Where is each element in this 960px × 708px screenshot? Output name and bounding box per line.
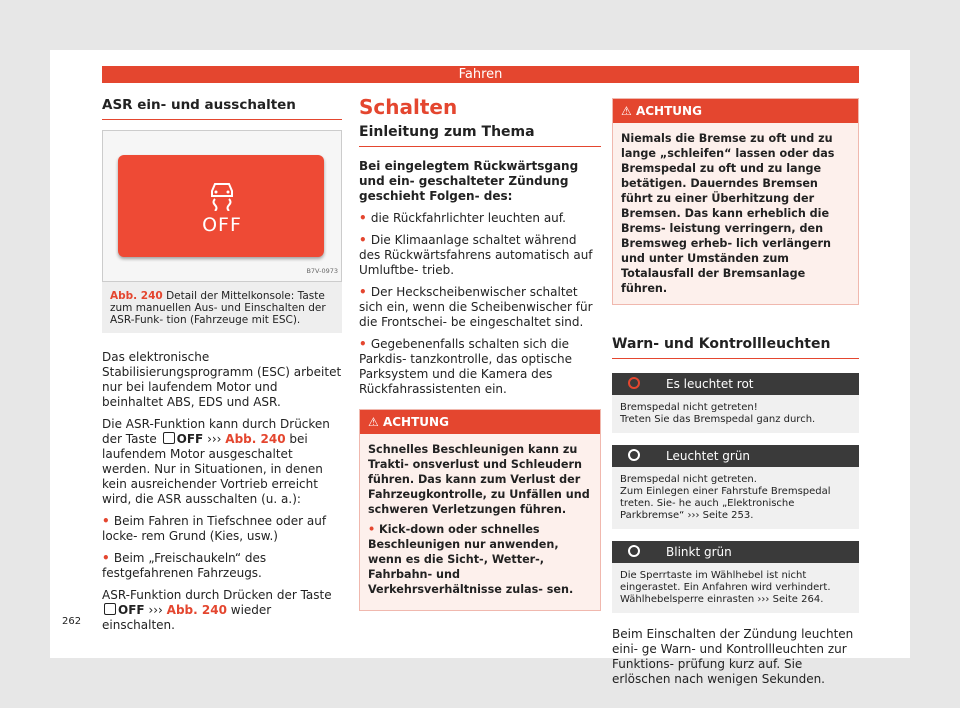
lamp-line: Bremspedal nicht getreten! (620, 402, 758, 413)
asr-key-icon (104, 603, 116, 615)
lamp-label: Es leuchtet rot (666, 377, 754, 391)
page-number: 262 (62, 616, 82, 627)
asr-on-paragraph (102, 588, 342, 633)
column-schalten (359, 95, 601, 611)
intro-text: Bei eingelegtem Rückwärtsgang und ein- geschalteter Zündung geschieht Folgen- des: (359, 159, 579, 203)
figure-ref: Abb. 240 (110, 290, 163, 302)
list-item: • Beim Fahren in Tiefschnee oder auf locke- rem Grund (Kies, usw.) (102, 514, 342, 544)
warning-bullet: • Kick-down oder schnelles Beschleunigen nur anwenden, wenn es die Sicht-, Wetter-, Fahrbahn- und Verkehrsverhältnisse zulas- sen. (368, 522, 592, 597)
chapter-title: Schalten (359, 95, 458, 119)
lamp-red (612, 373, 859, 433)
lamp-label: Blinkt grün (666, 545, 732, 559)
warning-box-brakes (612, 98, 859, 305)
figure-code: B7V-0973 (306, 267, 338, 275)
lamp-header (612, 373, 859, 395)
section-header: Fahren (102, 66, 859, 83)
lamp-green-blink (612, 541, 859, 613)
warning-triangle-icon: ⚠ (368, 415, 379, 429)
off-label: OFF (202, 214, 242, 236)
list-item: • Die Klimaanlage schaltet während des Rückwärtsfahrens automatisch auf Umluftbe- trieb. (359, 233, 601, 278)
warnlights-heading: Warn- und Kontrollleuchten (612, 337, 859, 359)
warning-header (360, 410, 600, 434)
lamp-header (612, 445, 859, 467)
warning-title: ACHTUNG (382, 415, 449, 429)
p3-figure-link[interactable]: Abb. 240 (166, 603, 227, 617)
list-item: • Der Heckscheibenwischer schaltet sich ein, wenn die Scheibenwischer für die Frontschei- be eingeschaltet sind. (359, 285, 601, 330)
warning-triangle-icon: ⚠ (621, 104, 632, 118)
p2-text-b: bei laufendem Motor ausgeschaltet werden. Nur in Situationen, in denen kein ausreichender Vortrieb erreicht wird, die ASR ausschalten (u. a.): (102, 432, 323, 506)
lamp-label: Leuchtet grün (666, 449, 751, 463)
warning-body (613, 123, 858, 304)
warning-title: ACHTUNG (635, 104, 702, 118)
lamp-line: Bremspedal nicht getreten. (620, 474, 757, 485)
lamp-line: Wählhebelsperre einrasten ››› Seite 264. (620, 594, 824, 605)
skid-car-icon (204, 179, 240, 211)
p3-text-a: ASR-Funktion durch Drücken der Taste (102, 588, 332, 602)
warning-box (359, 409, 601, 611)
p2-text-a: Die ASR-Funktion kann durch Drücken der Taste (102, 417, 330, 446)
figure-asr-button (102, 130, 342, 282)
brake-pedal-icon (628, 377, 640, 389)
list-item: • Gegebenenfalls schalten sich die Parkdis- tanzkontrolle, das optische Parksystem und die Kamera des Rückfahrassistenten ein. (359, 337, 601, 397)
p2-figure-link[interactable]: Abb. 240 (225, 432, 286, 446)
warning-header (613, 99, 858, 123)
p3-text-b: wieder einschalten. (102, 603, 272, 632)
closing-paragraph: Beim Einschalten der Zündung leuchten eini- ge Warn- und Kontrollleuchten zur Funktions- prüfung kurz auf. Sie erlöschen nach wenigen Sekunden. (612, 627, 854, 686)
section-subtitle: Einleitung zum Thema (359, 125, 601, 147)
warning-body (360, 434, 600, 610)
warning-text: Schnelles Beschleunigen kann zu Trakti- onsverlust und Schleudern führen. Das kann zum Verlust der Fahrzeugkontrolle, zu Unfällen und schweren Verletzungen führen. (368, 443, 590, 516)
lamp-green (612, 445, 859, 529)
list-item: • die Rückfahrlichter leuchten auf. (359, 211, 601, 226)
lamp-header (612, 541, 859, 563)
figure-caption (102, 282, 342, 333)
brake-pedal-icon (628, 449, 640, 461)
lamp-line: Die Sperrtaste im Wählhebel ist nicht eingerastet. Ein Anfahren wird verhindert. (620, 570, 831, 593)
warning-text: Niemals die Bremse zu oft und zu lange „schleifen“ lassen oder das Bremspedal zu oft und zu lange betätigen. Dauerndes Bremsen führt zu einer Überhitzung der Bremsen. Das kann erheblich die Brems- leistung verringern, den Bremsweg erheb- lich verlängern und unter Umständen zum Totalausfall der Bremsanlage führen. (621, 132, 835, 295)
lamp-description (612, 563, 859, 613)
asr-heading: ASR ein- und ausschalten (102, 98, 342, 120)
column-warnlights (612, 98, 859, 694)
asr-off-paragraph (102, 417, 342, 507)
p3-off: OFF (118, 603, 145, 617)
lamp-line: Zum Einlegen einer Fahrstufe Bremspedal treten. Sie- he auch „Elektronische Parkbremse“ ››› Seite 253. (620, 486, 831, 521)
p2-off: OFF (176, 432, 204, 446)
p3-arrow: ››› (148, 603, 163, 617)
lamp-line: Treten Sie das Bremspedal ganz durch. (620, 414, 816, 425)
esc-paragraph: Das elektronische Stabilisierungsprogramm (ESC) arbeitet nur bei laufendem Motor und beinhaltet ABS, EDS und ASR. (102, 350, 342, 409)
lamp-description (612, 395, 859, 433)
list-item: • Beim „Freischaukeln“ des festgefahrenen Fahrzeugs. (102, 551, 342, 581)
p2-arrow: ››› (207, 432, 222, 446)
asr-off-button-illustration (118, 155, 324, 257)
asr-key-icon (163, 432, 175, 444)
brake-pedal-icon (628, 545, 640, 557)
column-asr (102, 98, 342, 640)
lamp-description (612, 467, 859, 529)
figure-caption-text: Detail der Mittelkonsole: Taste zum manuellen Aus- und Einschalten der ASR-Funk- tion (Fahrzeuge mit ESC). (110, 290, 326, 326)
